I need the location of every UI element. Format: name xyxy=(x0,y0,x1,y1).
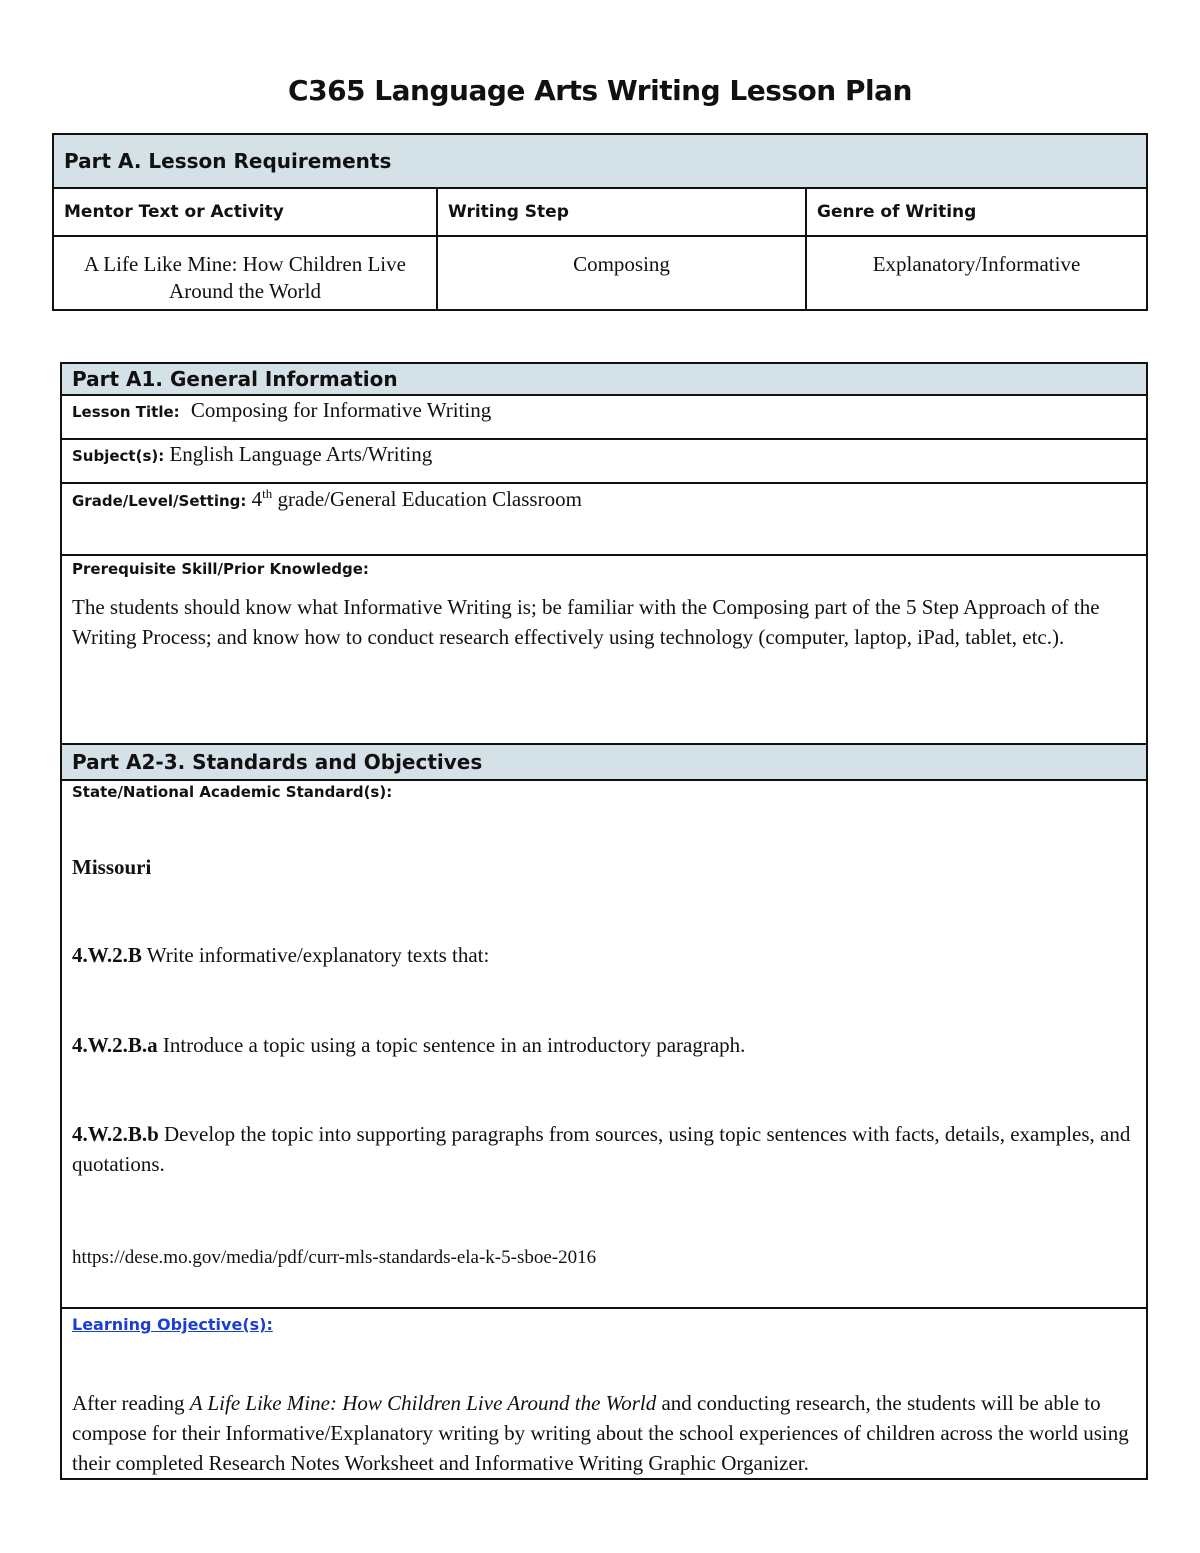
prerequisite-label: Prerequisite Skill/Prior Knowledge: xyxy=(72,560,369,578)
part-a23-header: Part A2-3. Standards and Objectives xyxy=(61,744,1147,780)
genre-value: Explanatory/Informative xyxy=(806,236,1147,310)
standards-source-url: https://dese.mo.gov/media/pdf/curr-mls-standards-ela-k-5-sboe-2016 xyxy=(72,1247,597,1268)
standard-item xyxy=(72,940,1134,970)
subject-value: English Language Arts/Writing xyxy=(169,442,433,466)
learning-objective-link[interactable]: Learning Objective(s): xyxy=(72,1315,273,1334)
objective-text-start: After reading xyxy=(72,1391,190,1415)
document-title: C365 Language Arts Writing Lesson Plan xyxy=(288,74,912,107)
lesson-title-row xyxy=(61,395,1147,439)
part-a-header: Part A. Lesson Requirements xyxy=(53,134,1147,188)
standard-text: Introduce a topic using a topic sentence in an introductory paragraph. xyxy=(157,1033,746,1057)
grade-number: 4 xyxy=(251,487,263,511)
lesson-details-table xyxy=(60,362,1148,1480)
standard-code: 4.W.2.B xyxy=(72,943,142,967)
grade-row xyxy=(61,483,1147,555)
lesson-title-label: Lesson Title: xyxy=(72,403,180,421)
grade-label: Grade/Level/Setting: xyxy=(72,492,247,510)
mentor-text-value: A Life Like Mine: How Children Live Around the World xyxy=(53,236,437,310)
writing-step-value: Composing xyxy=(437,236,806,310)
subject-row xyxy=(61,439,1147,483)
objective-text xyxy=(72,1388,1136,1478)
subject-label: Subject(s): xyxy=(72,447,165,465)
part-a1-header: Part A1. General Information xyxy=(61,363,1147,395)
standard-item xyxy=(72,1119,1134,1179)
standard-text: Develop the topic into supporting paragraphs from sources, using topic sentences with facts, details, examples, and quotations. xyxy=(72,1122,1131,1176)
standard-item xyxy=(72,1030,1134,1060)
standard-code: 4.W.2.B.a xyxy=(72,1033,158,1057)
standard-code: 4.W.2.B.b xyxy=(72,1122,159,1146)
standards-row xyxy=(61,780,1147,1308)
lesson-title-value: Composing for Informative Writing xyxy=(190,398,492,422)
column-header-mentor-text: Mentor Text or Activity xyxy=(53,188,437,236)
prerequisite-row xyxy=(61,555,1147,744)
grade-suffix: th xyxy=(262,486,273,501)
objective-text-end: and conducting research, the students will be able to compose for their Informative/Explanatory writing by writing about the school experiences of children across the world using their completed Research Notes Worksheet and Informative Writing Graphic Organizer. xyxy=(72,1391,1129,1475)
standard-text: Write informative/explanatory texts that: xyxy=(141,943,490,967)
column-header-writing-step: Writing Step xyxy=(437,188,806,236)
grade-setting: grade/General Education Classroom xyxy=(272,487,582,511)
standards-label: State/National Academic Standard(s): xyxy=(72,783,393,801)
prerequisite-text: The students should know what Informative Writing is; be familiar with the Composing part of the 5 Step Approach of the Writing Process; and know how to conduct research effectively using technology (computer, laptop, iPad, tablet, etc.). xyxy=(72,595,1100,649)
lesson-requirements-table xyxy=(52,133,1148,311)
state-name: Missouri xyxy=(72,855,152,879)
column-header-genre: Genre of Writing xyxy=(806,188,1147,236)
objective-row xyxy=(61,1308,1147,1479)
objective-book-title: A Life Like Mine: How Children Live Around the World xyxy=(189,1391,657,1415)
grade-value xyxy=(252,487,582,511)
